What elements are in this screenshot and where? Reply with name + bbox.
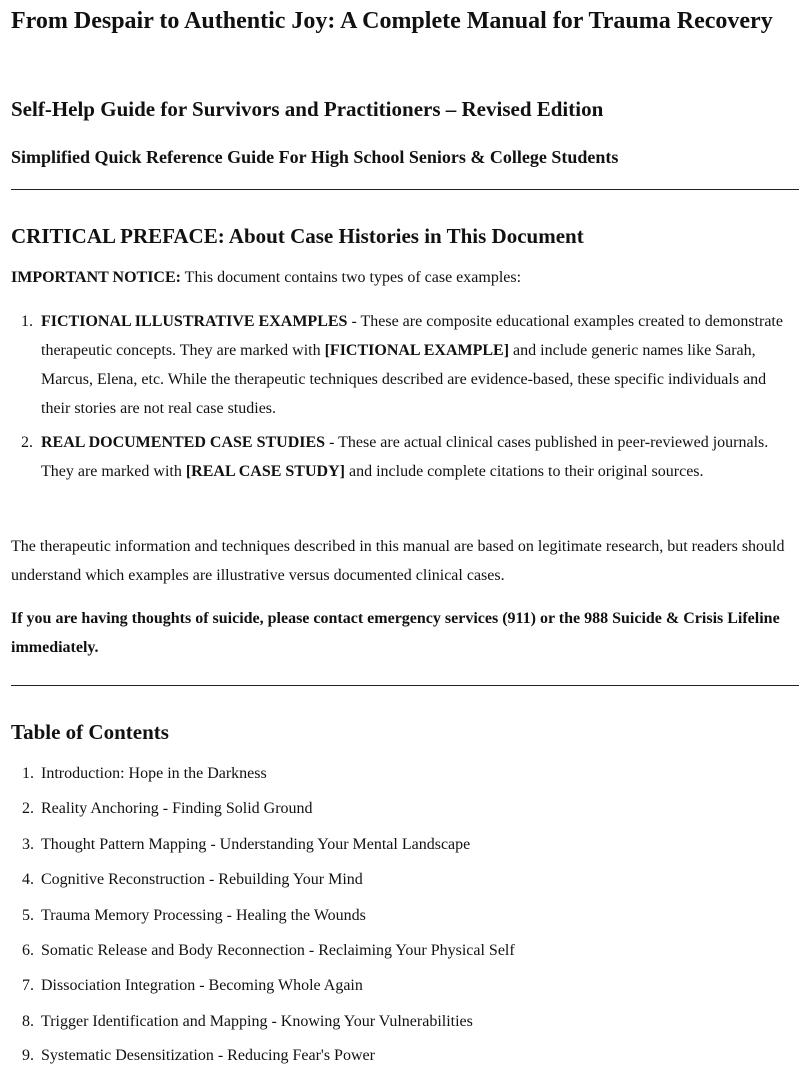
list-item [41, 307, 799, 423]
list-item-text: and include generic names like Sarah, Marcus, Elena, etc. While the therapeutic techniques described are evidence-based, these specific individuals and their stories are not real case studies. [41, 342, 767, 417]
list-item-text: - These are actual clinical cases published in peer-reviewed journals. They are marked with [41, 434, 769, 480]
toc-label: Trigger Identification and Mapping - Knowing Your Vulnerabilities [41, 1013, 473, 1030]
toc-number: 1. [22, 765, 34, 782]
notice-label: IMPORTANT NOTICE: [11, 269, 181, 286]
important-notice [11, 263, 801, 292]
toc-item[interactable] [22, 834, 470, 856]
toc-number: 8. [22, 1013, 34, 1030]
toc-heading: Table of Contents [11, 720, 169, 744]
toc-item[interactable] [22, 905, 366, 927]
closing-paragraph: The therapeutic information and techniques described in this manual are based on legitimate research, but readers should understand which examples are illustrative versus documented clinical cases. [11, 538, 785, 584]
list-number: 2. [21, 434, 33, 451]
toc-item[interactable] [22, 1011, 473, 1033]
list-item-label: REAL DOCUMENTED CASE STUDIES [41, 434, 326, 451]
toc-label: Reality Anchoring - Finding Solid Ground [41, 800, 313, 817]
toc-item[interactable] [22, 798, 313, 820]
toc-item[interactable] [22, 975, 363, 997]
toc-item[interactable] [22, 763, 267, 785]
toc-number: 4. [22, 871, 34, 888]
list-item-text: and include complete citations to their original sources. [344, 463, 704, 480]
list-item-tag: [REAL CASE STUDY] [185, 463, 345, 480]
document-tagline: Simplified Quick Reference Guide For High School Seniors & College Students [11, 147, 619, 167]
toc-number: 2. [22, 800, 34, 817]
toc-number: 5. [22, 907, 34, 924]
list-item-text: - These are composite educational examples created to demonstrate therapeutic concepts. They are marked with [41, 313, 783, 359]
toc-number: 6. [22, 942, 34, 959]
toc-label: Introduction: Hope in the Darkness [41, 765, 267, 782]
list-item [41, 428, 799, 486]
list-number: 1. [21, 313, 33, 330]
toc-label: Dissociation Integration - Becoming Whole Again [41, 977, 363, 994]
list-item-tag: [FICTIONAL EXAMPLE] [324, 342, 510, 359]
toc-label: Thought Pattern Mapping - Understanding Your Mental Landscape [41, 836, 471, 853]
toc-item[interactable] [22, 869, 363, 891]
list-item-label: FICTIONAL ILLUSTRATIVE EXAMPLES [41, 313, 348, 330]
toc-label: Somatic Release and Body Reconnection - Reclaiming Your Physical Self [41, 942, 515, 959]
section-divider [11, 685, 799, 686]
toc-number: 9. [22, 1047, 34, 1064]
toc-item[interactable] [22, 940, 515, 962]
toc-label: Trauma Memory Processing - Healing the Wounds [41, 907, 366, 924]
preface-heading: CRITICAL PREFACE: About Case Histories in This Document [11, 224, 584, 248]
document-subtitle: Self-Help Guide for Survivors and Practitioners – Revised Edition [11, 97, 604, 121]
toc-number: 7. [22, 977, 34, 994]
crisis-notice: If you are having thoughts of suicide, please contact emergency services (911) or the 988 Suicide & Crisis Lifeline immediately. [11, 610, 780, 656]
section-divider [11, 189, 799, 190]
toc-number: 3. [22, 836, 34, 853]
toc-label: Cognitive Reconstruction - Rebuilding Your Mind [41, 871, 363, 888]
toc-label: Systematic Desensitization - Reducing Fear's Power [41, 1047, 375, 1064]
document-title: From Despair to Authentic Joy: A Complete Manual for Trauma Recovery [11, 8, 773, 34]
notice-text: This document contains two types of case examples: [180, 269, 522, 286]
toc-item[interactable] [22, 1045, 375, 1067]
